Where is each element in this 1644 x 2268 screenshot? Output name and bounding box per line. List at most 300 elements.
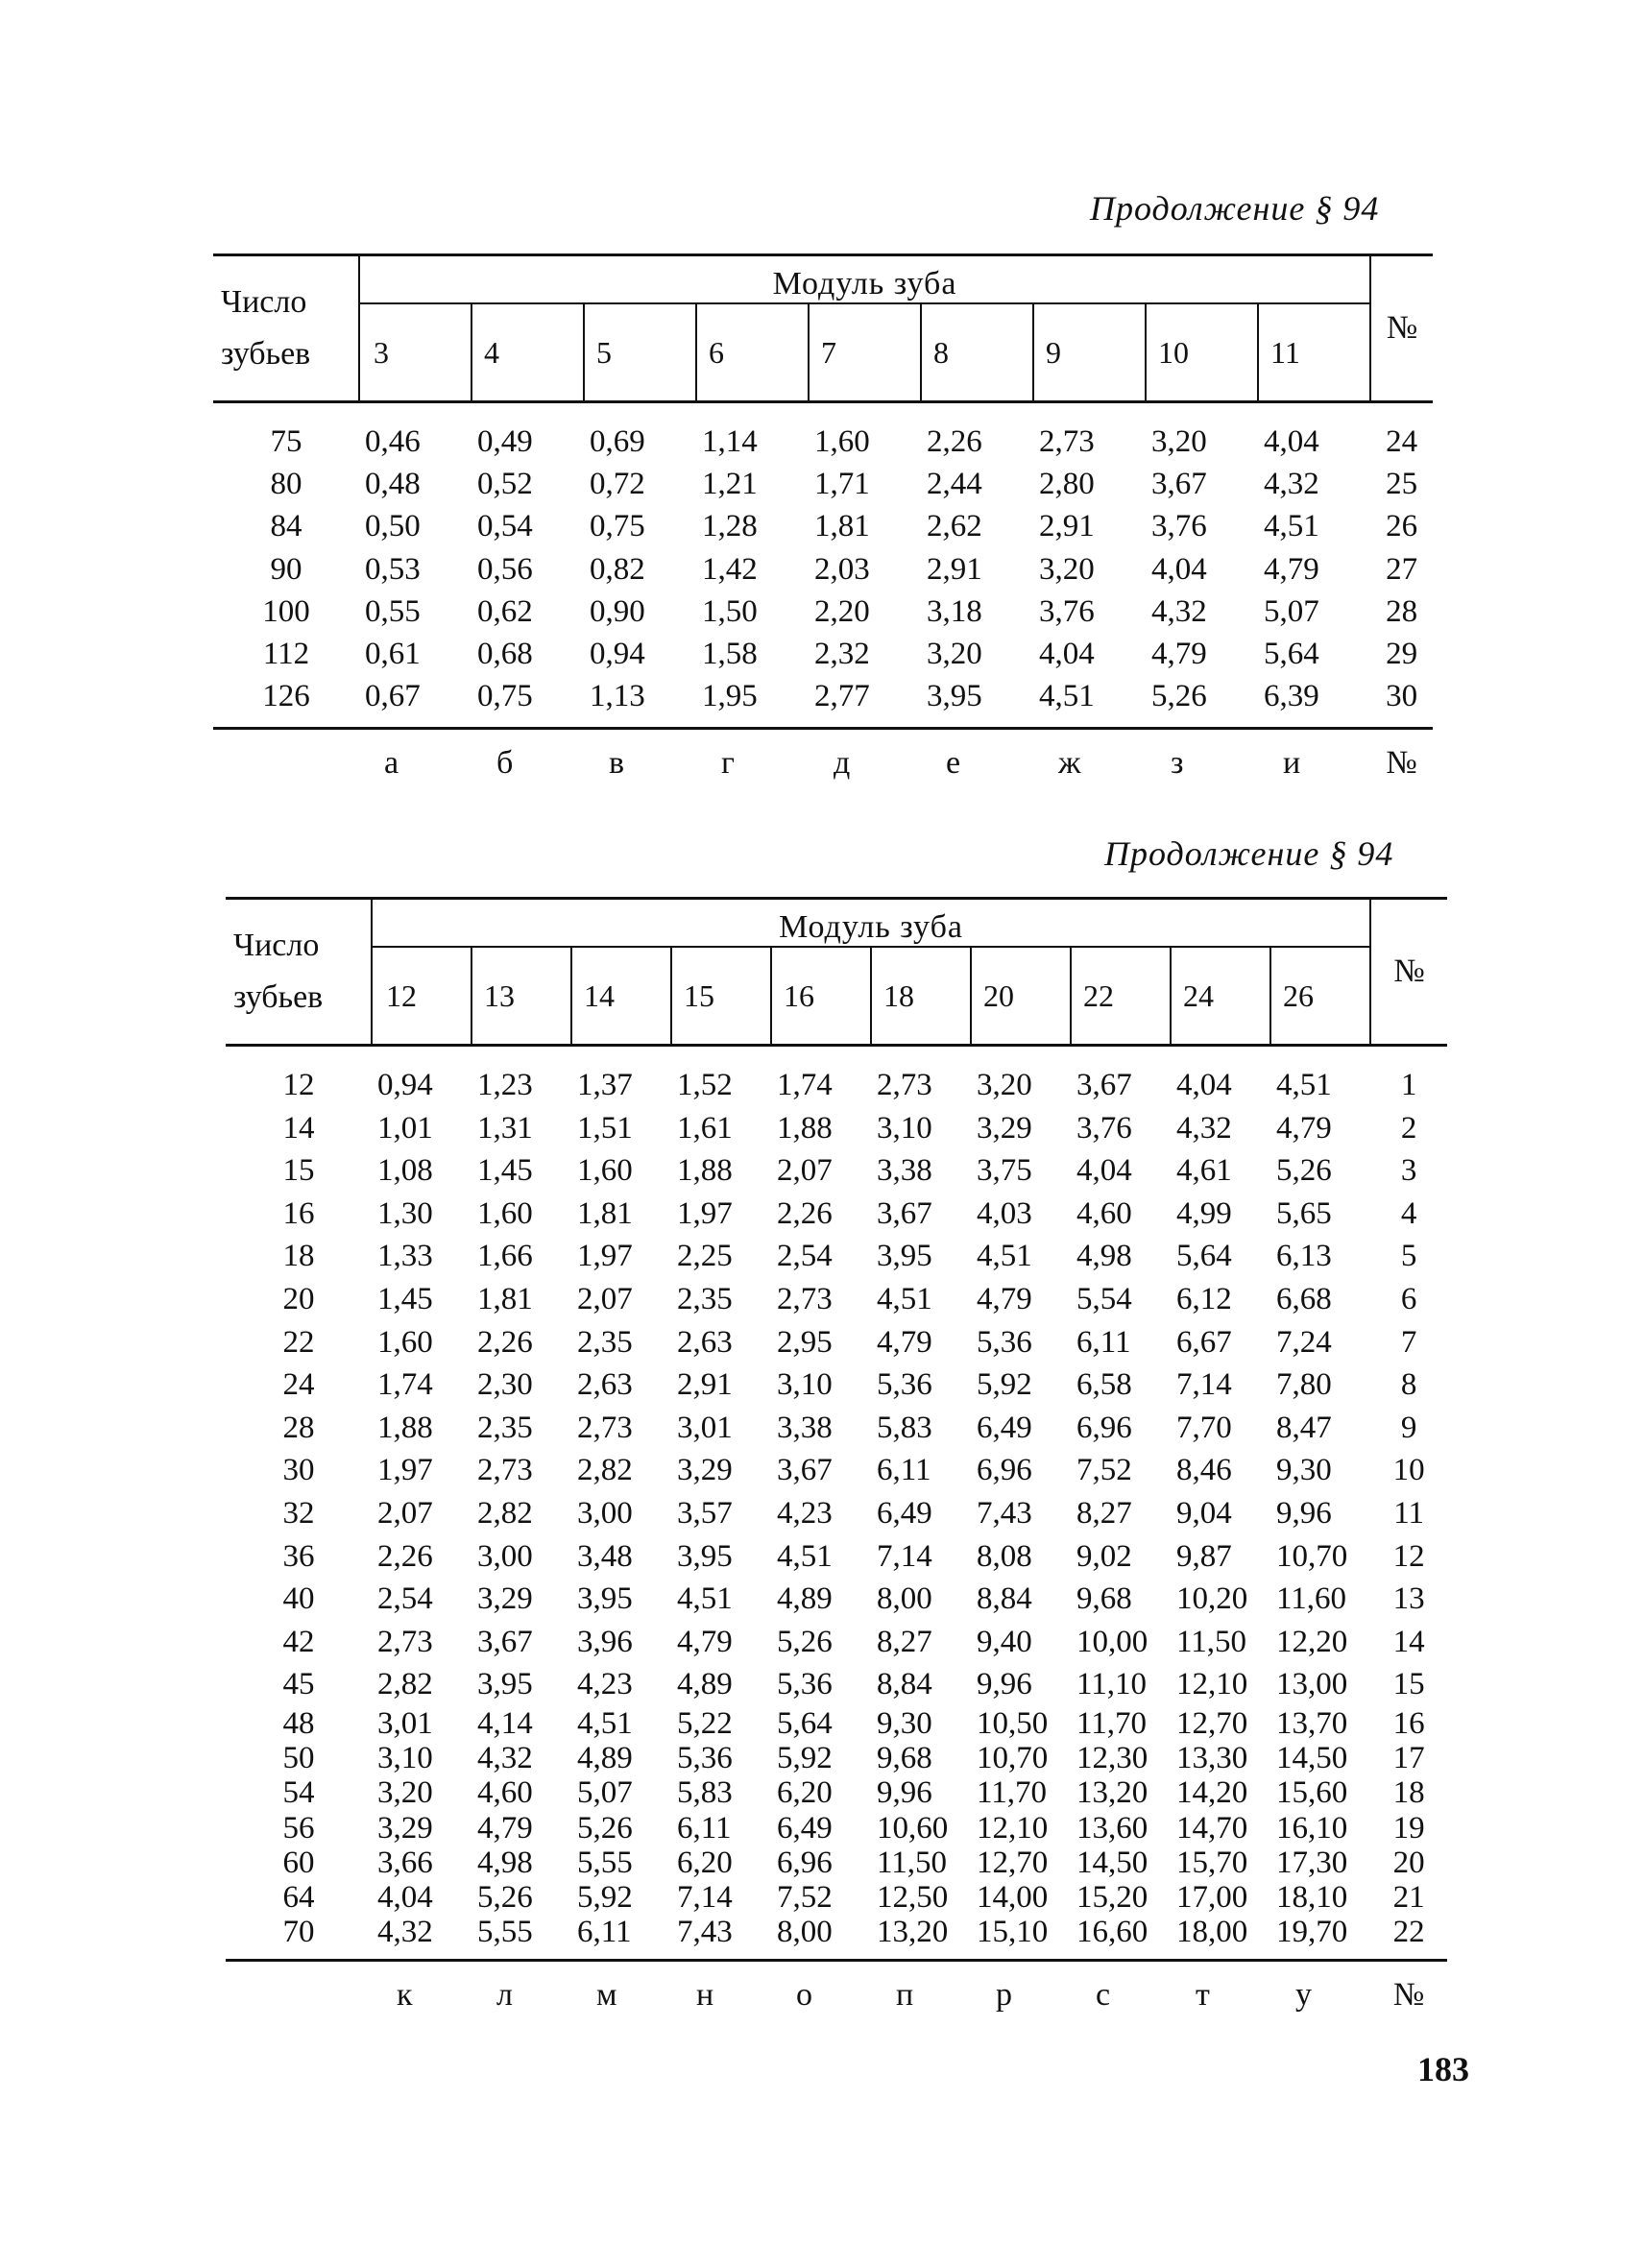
column-letter: б <box>496 745 514 782</box>
table-cell: 4,98 <box>477 1845 533 1880</box>
table-cell: 4,32 <box>1151 593 1207 629</box>
column-letter: а <box>384 745 399 782</box>
table-row <box>226 1363 1447 1407</box>
table-cell: 14,50 <box>1076 1845 1148 1880</box>
table-cell: 5,07 <box>577 1775 633 1811</box>
teeth-count: 18 <box>282 1239 315 1274</box>
table-cell: 4,14 <box>477 1705 533 1741</box>
table-cell: 2,44 <box>927 467 982 502</box>
table-cell: 4,61 <box>1176 1153 1232 1189</box>
table-cell: 0,56 <box>477 551 533 587</box>
table-cell: 12,70 <box>977 1845 1049 1880</box>
table-cell: 1,45 <box>377 1281 433 1316</box>
row-number: 12 <box>1392 1538 1425 1574</box>
table-cell: 4,51 <box>1033 675 1146 729</box>
table-cell: 5,36 <box>777 1667 833 1702</box>
row-number: 6 <box>1400 1281 1417 1316</box>
table-cell: 0,67 <box>359 675 471 729</box>
row-number: 2 <box>1400 1110 1417 1146</box>
table-cell: 0,52 <box>477 467 533 502</box>
table-cell: 5,64 <box>1264 637 1319 672</box>
table-cell: 5,26 <box>477 1879 533 1915</box>
table-cell: 2,95 <box>777 1324 833 1360</box>
column-letter: т <box>1196 1977 1210 2014</box>
table-cell: 3,95 <box>477 1667 533 1702</box>
teeth-count: 15 <box>282 1153 315 1189</box>
table-cell: 4,51 <box>977 1239 1032 1274</box>
table-cell: 13,20 <box>1076 1775 1148 1811</box>
table-cell: 18,00 <box>1171 1915 1270 1961</box>
table-cell: 6,11 <box>877 1453 931 1488</box>
row-number: 9 <box>1400 1410 1417 1445</box>
module-value: 3 <box>359 303 471 402</box>
table-cell: 4,79 <box>1151 637 1207 672</box>
table-cell: 3,38 <box>877 1153 932 1189</box>
table-cell: 2,26 <box>377 1538 433 1574</box>
table-cell: 4,04 <box>1264 424 1319 459</box>
table-cell: 8,08 <box>977 1538 1032 1574</box>
table-cell: 17,30 <box>1276 1845 1348 1880</box>
table-row <box>226 1149 1447 1193</box>
table-cell: 2,82 <box>377 1667 433 1702</box>
table-cell: 0,68 <box>477 637 533 672</box>
module-value: 7 <box>809 303 921 402</box>
table-cell: 18,10 <box>1276 1879 1348 1915</box>
table-row <box>213 548 1433 591</box>
table-cell: 5,26 <box>777 1624 833 1659</box>
table-cell: 1,58 <box>702 637 758 672</box>
row-number: 17 <box>1392 1741 1425 1776</box>
table-cell: 15,20 <box>1076 1879 1148 1915</box>
table-cell: 10,20 <box>1176 1581 1248 1617</box>
teeth-count: 50 <box>282 1741 315 1776</box>
table-cell: 2,35 <box>477 1410 533 1445</box>
row-number: 29 <box>1386 637 1418 672</box>
column-letter: з <box>1171 745 1184 782</box>
table-row <box>226 1235 1447 1278</box>
table-cell: 1,81 <box>577 1195 633 1231</box>
table-cell: 3,95 <box>577 1581 633 1617</box>
table-cell: 3,10 <box>377 1741 433 1776</box>
table-cell: 1,81 <box>477 1281 533 1316</box>
row-number: 11 <box>1393 1495 1424 1531</box>
table-row <box>226 1492 1447 1535</box>
table-cell: 2,82 <box>477 1495 533 1531</box>
module-value: 12 <box>372 947 471 1046</box>
table-cell: 0,53 <box>365 551 421 587</box>
column-letter: о <box>796 1977 812 2014</box>
table-cell: 7,14 <box>677 1879 733 1915</box>
table-cell: 4,23 <box>577 1667 633 1702</box>
table-cell: 1,97 <box>577 1239 633 1274</box>
table-cell: 1,88 <box>377 1410 433 1445</box>
table-cell: 5,92 <box>577 1879 633 1915</box>
table-row <box>226 1621 1447 1664</box>
empty-cell <box>213 729 359 783</box>
table-cell: 3,20 <box>977 1068 1032 1102</box>
table-cell: 1,66 <box>477 1239 533 1274</box>
table-cell: 6,67 <box>1176 1324 1232 1360</box>
row-number: 20 <box>1392 1845 1425 1880</box>
table-cell: 4,23 <box>777 1495 833 1531</box>
column-letter: к <box>397 1977 413 2014</box>
table-cell: 4,98 <box>1076 1239 1132 1274</box>
table-row <box>226 1535 1447 1579</box>
row-number: 3 <box>1400 1153 1417 1189</box>
table-cell: 4,79 <box>877 1324 932 1360</box>
table-cell: 4,04 <box>1076 1153 1132 1189</box>
table-cell: 5,22 <box>677 1705 733 1741</box>
column-letter: п <box>896 1977 914 2014</box>
table-cell: 3,48 <box>577 1538 633 1574</box>
table-cell: 4,32 <box>1264 467 1319 502</box>
table-cell: 0,94 <box>377 1068 433 1102</box>
table-cell: 0,54 <box>477 509 533 544</box>
row-number: 27 <box>1386 551 1418 587</box>
table-row <box>226 1046 1447 1107</box>
teeth-count: 70 <box>226 1915 372 1961</box>
module-value: 11 <box>1258 303 1370 402</box>
table-cell: 3,10 <box>777 1367 833 1403</box>
teeth-count: 48 <box>282 1705 315 1741</box>
table-cell: 1,95 <box>696 675 809 729</box>
table-cell: 7,14 <box>1176 1367 1232 1403</box>
table-row <box>226 1193 1447 1236</box>
table-row <box>226 1880 1447 1915</box>
module-value: 8 <box>921 303 1033 402</box>
row-number: 26 <box>1386 509 1418 544</box>
table-cell: 3,67 <box>877 1195 932 1231</box>
table-cell: 1,13 <box>584 675 696 729</box>
table-cell: 13,00 <box>1276 1667 1348 1702</box>
row-number: 10 <box>1392 1453 1425 1488</box>
table-cell: 5,36 <box>977 1324 1032 1360</box>
table-cell: 2,91 <box>1039 509 1095 544</box>
table-cell: 7,52 <box>777 1879 833 1915</box>
table-cell: 2,73 <box>377 1624 433 1659</box>
table-cell: 2,73 <box>777 1281 833 1316</box>
table-cell: 2,54 <box>777 1239 833 1274</box>
column-letter: г <box>721 745 735 782</box>
table-cell: 5,36 <box>877 1367 932 1403</box>
table-cell: 6,11 <box>1076 1324 1131 1360</box>
table-cell: 9,68 <box>1076 1581 1132 1617</box>
module-value: 9 <box>1033 303 1146 402</box>
table-cell: 4,32 <box>1176 1110 1232 1146</box>
table-row <box>226 1278 1447 1321</box>
row-number: 14 <box>1392 1624 1425 1659</box>
table-cell: 14,70 <box>1176 1810 1248 1846</box>
table-cell: 8,00 <box>771 1915 871 1961</box>
table-cell: 5,83 <box>877 1410 932 1445</box>
table-cell: 0,55 <box>365 593 421 629</box>
table-cell: 13,60 <box>1076 1810 1148 1846</box>
row-label-header <box>226 899 372 1046</box>
table-cell: 2,62 <box>927 509 982 544</box>
table-cell: 1,14 <box>702 424 758 459</box>
row-number: 28 <box>1386 593 1418 629</box>
table-cell: 0,61 <box>365 637 421 672</box>
table-cell: 6,58 <box>1076 1367 1132 1403</box>
table-cell: 9,96 <box>977 1667 1032 1702</box>
letters-number-label: № <box>1392 1977 1425 2014</box>
row-number: 8 <box>1400 1367 1417 1403</box>
letters-number-label: № <box>1386 745 1417 782</box>
table-cell: 3,96 <box>577 1624 633 1659</box>
table-cell: 1,74 <box>377 1367 433 1403</box>
table-cell: 5,36 <box>677 1741 733 1776</box>
table-row <box>213 591 1433 633</box>
column-letter: д <box>834 745 851 782</box>
table-cell: 2,82 <box>577 1453 633 1488</box>
table-cell: 3,75 <box>977 1153 1032 1189</box>
table-cell: 4,79 <box>477 1810 533 1846</box>
table-cell: 3,29 <box>977 1110 1032 1146</box>
table-cell: 1,60 <box>377 1324 433 1360</box>
table-cell: 2,32 <box>814 637 870 672</box>
table-cell: 6,49 <box>977 1410 1032 1445</box>
table-cell: 3,20 <box>377 1775 433 1811</box>
table-cell: 4,79 <box>1276 1110 1332 1146</box>
column-letter: р <box>996 1977 1012 2014</box>
table-cell: 6,39 <box>1258 675 1370 729</box>
table-row <box>213 402 1433 464</box>
table-cell: 2,63 <box>677 1324 733 1360</box>
table-cell: 4,89 <box>577 1741 633 1776</box>
table-cell: 3,38 <box>777 1410 833 1445</box>
table-cell: 11,70 <box>977 1775 1048 1811</box>
teeth-count: 42 <box>282 1624 315 1659</box>
table-cell: 6,96 <box>1076 1410 1132 1445</box>
module-row <box>213 303 1433 402</box>
table-cell: 10,70 <box>1276 1538 1348 1574</box>
table-cell: 12,10 <box>1176 1667 1248 1702</box>
table-cell: 6,49 <box>877 1495 932 1531</box>
table-cell: 4,51 <box>1264 509 1319 544</box>
teeth-count: 54 <box>282 1775 315 1811</box>
table-cell: 1,45 <box>477 1153 533 1189</box>
table-cell: 0,75 <box>590 509 645 544</box>
table-cell: 19,70 <box>1270 1915 1370 1961</box>
table-cell: 12,70 <box>1176 1705 1248 1741</box>
row-number: 30 <box>1370 675 1433 729</box>
table-cell: 13,70 <box>1276 1705 1348 1741</box>
table-cell: 8,27 <box>877 1624 932 1659</box>
caption-top: Продолжение § 94 <box>1090 189 1380 228</box>
table-cell: 9,02 <box>1076 1538 1132 1574</box>
table-cell: 10,70 <box>977 1741 1049 1776</box>
table-cell: 1,60 <box>814 424 870 459</box>
table-cell: 17,00 <box>1176 1879 1248 1915</box>
table-cell: 1,88 <box>777 1110 833 1146</box>
column-letter: и <box>1283 745 1301 782</box>
table-cell: 1,81 <box>814 509 870 544</box>
table-cell: 4,51 <box>777 1538 833 1574</box>
table-cell: 5,26 <box>1276 1153 1332 1189</box>
table-cell: 9,96 <box>1276 1495 1332 1531</box>
table-cell: 2,80 <box>1039 467 1095 502</box>
table-cell: 1,60 <box>477 1195 533 1231</box>
row-number: 16 <box>1392 1705 1425 1741</box>
table-row <box>226 1663 1447 1706</box>
table-cell: 16,10 <box>1276 1810 1348 1846</box>
table-cell: 2,07 <box>777 1153 833 1189</box>
table-cell: 1,88 <box>677 1153 733 1189</box>
row-label-line1: Число <box>221 284 307 320</box>
table-cell: 5,55 <box>471 1915 571 1961</box>
table-cell: 3,29 <box>677 1453 733 1488</box>
table-cell: 3,95 <box>921 675 1033 729</box>
table-cell: 3,29 <box>477 1581 533 1617</box>
table-cell: 4,03 <box>977 1195 1032 1231</box>
table-cell: 5,55 <box>577 1845 633 1880</box>
table-cell: 6,20 <box>777 1775 833 1811</box>
table-cell: 2,73 <box>477 1453 533 1488</box>
table-cell: 4,60 <box>477 1775 533 1811</box>
table-cell: 6,96 <box>977 1453 1032 1488</box>
table-cell: 5,54 <box>1076 1281 1132 1316</box>
table-cell: 2,03 <box>814 551 870 587</box>
table-cell: 9,87 <box>1176 1538 1232 1574</box>
table-cell: 11,10 <box>1076 1667 1148 1702</box>
column-letter: у <box>1295 1977 1312 2014</box>
table-cell: 3,20 <box>1039 551 1095 587</box>
teeth-count: 16 <box>282 1195 315 1231</box>
table-cell: 4,51 <box>877 1281 932 1316</box>
table-cell: 1,08 <box>377 1153 433 1189</box>
teeth-count: 20 <box>282 1281 315 1316</box>
teeth-count: 40 <box>282 1581 315 1617</box>
table-cell: 2,73 <box>877 1068 932 1102</box>
table-cell: 3,01 <box>377 1705 433 1741</box>
table-row <box>226 1449 1447 1492</box>
table-cell: 7,14 <box>877 1538 932 1574</box>
table-cell: 4,04 <box>1151 551 1207 587</box>
table-cell: 0,75 <box>471 675 584 729</box>
row-number: 13 <box>1392 1581 1425 1617</box>
table-cell: 3,76 <box>1039 593 1095 629</box>
module-value: 13 <box>471 947 571 1046</box>
table-cell: 1,30 <box>377 1195 433 1231</box>
table-cell: 5,64 <box>777 1705 833 1741</box>
table-cell: 3,67 <box>477 1624 533 1659</box>
teeth-count: 14 <box>282 1110 315 1146</box>
table-cell: 0,90 <box>590 593 645 629</box>
table-cell: 0,49 <box>477 424 533 459</box>
table-row <box>213 505 1433 547</box>
teeth-count: 45 <box>282 1667 315 1702</box>
table-cell: 11,60 <box>1276 1581 1347 1617</box>
teeth-count: 84 <box>270 509 302 544</box>
table-cell: 10,50 <box>977 1705 1049 1741</box>
module-row <box>226 947 1447 1046</box>
table-cell: 3,18 <box>927 593 982 629</box>
column-letter: в <box>609 745 625 782</box>
table-cell: 8,47 <box>1276 1410 1332 1445</box>
teeth-count: 32 <box>282 1495 315 1531</box>
table-cell: 2,25 <box>677 1239 733 1274</box>
table-cell: 2,30 <box>477 1367 533 1403</box>
table-row <box>226 1775 1447 1810</box>
table-cell: 7,52 <box>1076 1453 1132 1488</box>
teeth-count: 22 <box>282 1324 315 1360</box>
table-cell: 3,01 <box>677 1410 733 1445</box>
table-cell: 0,69 <box>590 424 645 459</box>
teeth-count: 12 <box>282 1068 315 1102</box>
teeth-count: 112 <box>262 637 310 672</box>
table-row <box>226 1811 1447 1846</box>
row-number: 15 <box>1392 1667 1425 1702</box>
teeth-count: 64 <box>282 1879 315 1915</box>
table-cell: 2,07 <box>377 1495 433 1531</box>
data-table <box>226 897 1447 2014</box>
row-label-header <box>213 255 359 402</box>
table-cell: 2,91 <box>677 1367 733 1403</box>
table-row <box>226 1706 1447 1741</box>
table-cell: 15,60 <box>1276 1775 1348 1811</box>
table-cell: 4,32 <box>372 1915 471 1961</box>
module-value: 15 <box>671 947 771 1046</box>
table-cell: 2,07 <box>577 1281 633 1316</box>
table-cell: 0,62 <box>477 593 533 629</box>
table-cell: 7,80 <box>1276 1367 1332 1403</box>
table-cell: 10,60 <box>877 1810 949 1846</box>
table-cell: 3,00 <box>477 1538 533 1574</box>
table-cell: 9,30 <box>877 1705 932 1741</box>
row-number: 24 <box>1386 424 1418 459</box>
table-cell: 1,74 <box>777 1068 833 1102</box>
table-cell: 12,10 <box>977 1810 1049 1846</box>
row-number: 4 <box>1400 1195 1417 1231</box>
table-cell: 5,65 <box>1276 1195 1332 1231</box>
row-number: 1 <box>1400 1068 1417 1102</box>
row-number: 22 <box>1370 1915 1447 1961</box>
column-letter: е <box>946 745 961 782</box>
table-cell: 6,11 <box>571 1915 671 1961</box>
data-table <box>213 253 1433 782</box>
table-cell: 11,70 <box>1076 1705 1148 1741</box>
table-cell: 4,60 <box>1076 1195 1132 1231</box>
table-cell: 4,79 <box>1264 551 1319 587</box>
column-letter: м <box>596 1977 617 2014</box>
column-letter: ж <box>1058 745 1081 782</box>
module-value: 24 <box>1171 947 1270 1046</box>
teeth-count: 28 <box>282 1410 315 1445</box>
table-cell: 6,13 <box>1276 1239 1332 1274</box>
header-row <box>213 255 1433 304</box>
table-cell: 1,33 <box>377 1239 433 1274</box>
teeth-count: 56 <box>282 1810 315 1846</box>
table-cell: 4,79 <box>677 1624 733 1659</box>
table-cell: 6,11 <box>677 1810 732 1846</box>
table-cell: 9,68 <box>877 1741 932 1776</box>
table-cell: 2,91 <box>927 551 982 587</box>
table-cell: 3,29 <box>377 1810 433 1846</box>
table-cell: 3,00 <box>577 1495 633 1531</box>
table-cell: 12,50 <box>877 1879 949 1915</box>
table-cell: 1,61 <box>677 1110 733 1146</box>
table-cell: 0,72 <box>590 467 645 502</box>
table-cell: 14,50 <box>1276 1741 1348 1776</box>
table-cell: 3,95 <box>677 1538 733 1574</box>
row-number: 25 <box>1386 467 1418 502</box>
table-cell: 7,70 <box>1176 1410 1232 1445</box>
module-value: 5 <box>584 303 696 402</box>
table-cell: 4,04 <box>1039 637 1095 672</box>
table-cell: 8,84 <box>877 1667 932 1702</box>
table-cell: 1,52 <box>677 1068 733 1102</box>
table-cell: 6,68 <box>1276 1281 1332 1316</box>
